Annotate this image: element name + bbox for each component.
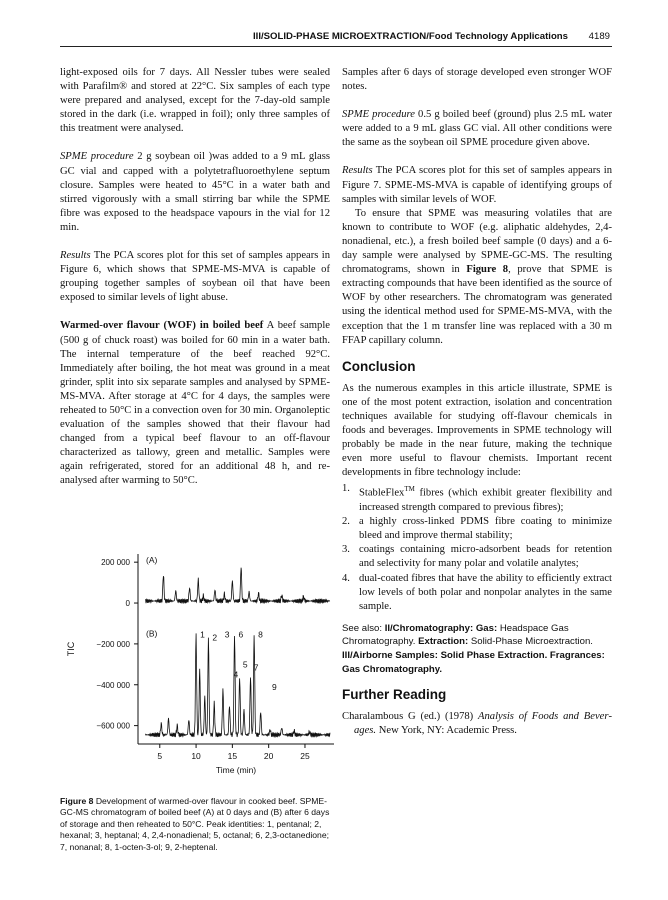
paragraph: Samples after 6 days of storage developed even stronger WOF notes. [342,67,612,93]
series-label: (B) [146,628,158,639]
series-label: (A) [146,555,158,566]
see-also-link[interactable]: II/Chromatography: Gas: [384,622,498,634]
reference-publisher: New York, NY: Academic Press. [376,725,517,737]
paragraph [342,207,612,348]
peak-label: 1 [200,629,205,640]
trademark-superscript: TM [404,485,415,494]
paragraph [60,319,330,488]
paragraph-text: , prove that SPME is extracting compounds that have been identified as the source of WOF by other researchers. The chromatogram was generated using the identical method used for SPME-MS-MVA, with the exception that the 1 m transfer line was replaced with a 30 m FFAP capillary column. [342,264,612,346]
paragraph: As the numerous examples in this article illustrate, SPME is one of the most potent extraction, isolation and concentration techniques available for studying off-flavour chemicals in foods and beverages. Improvements in SPME technology will probably be made in the near future, making the technique even more useful to flavour chemists. Important recent developments in fibre technology include: [342,382,612,479]
run-in-heading: Results [342,165,373,177]
list-number: 2. [342,516,350,528]
paragraph [60,249,330,305]
running-title: III/SOLID-PHASE MICROEXTRACTION/Food Technology Applications [253,31,568,42]
run-in-heading: SPME procedure [342,109,415,121]
peak-label: 9 [271,681,277,692]
right-column [342,66,612,738]
paragraph: light-exposed oils for 7 days. All Nessler tubes were sealed with Parafilm® and stored at 22°C. Six samples of each type were prepared and analysed, except for the 7-day-old sample stored in the dark (i.e. wrapped in foil); only three samples of this treatment were analysed. [60,67,330,135]
list-number: 3. [342,544,350,556]
conclusion-heading: Conclusion [342,358,416,374]
figure-reference[interactable]: Figure 8 [466,264,509,276]
run-in-heading: SPME procedure [60,151,134,163]
y-axis-label: TIC [66,641,76,657]
paragraph-text: The PCA scores plot for this set of samples appears in Figure 6, which shows that SPME-MS-MVA is capable of grouping together samples of soybean oil that have been exposed to similar levels of light abuse. [60,250,330,304]
run-in-heading: Results [60,250,91,262]
page-number: 4189 [588,31,610,42]
list-text: dual-coated fibres that have the ability to efficiently extract low levels of both polar and nonpolar analytes in the same sample. [359,572,612,612]
list-item [342,543,612,571]
see-also-link[interactable]: III/Airborne Samples: Solid Phase Extraction. Fragrances: Gas Chromatography. [342,650,605,675]
list-item [342,572,612,614]
figure-caption [60,796,332,853]
list-item [342,515,612,543]
development-list [342,482,612,613]
list-text: coatings containing micro-adsorbent beads for retention and selectivity for many polar and volatile analytes; [359,544,612,570]
further-reading-heading: Further Reading [342,687,447,703]
x-axis-label: Time (min) [215,765,257,775]
caption-text: Development of warmed-over flavour in cooked beef. SPME-GC-MS chromatogram of boiled beef (A) at 0 days and (B) after 6 days of storage and then reheated to 50°C. Peak identities: 1, pentanal; 2, hexanal; 3, heptanal; 4, 2,4-nonadienal; 5, octanal; 6, 2,3-octanedione; 7, nonanal; 8, 1-octen-3-ol; 9, 2-heptenal. [60,796,330,852]
page-header [60,26,612,47]
figure-label: Figure 8 [60,796,94,806]
peak-label: 2 [212,632,218,643]
see-also [342,622,612,676]
y-tick-label: 0 [125,599,130,609]
paragraph-text: A beef sample (500 g of chuck roast) was boiled for 60 min in a water bath. The internal temperature of the beef reached 92°C. Immediately after boiling, the hot meat was ground in a meat grinder, split into six separate samples and analysed by SPME-MS-MVA. After storage at 4°C for 4 days, the samples were reheated to 50°C in a convection oven for 30 min. Organoleptic evaluation of the samples showed that their flavour had changed from a typical beef flavour to an off-flavour characterized as tallowy, green and metallic. Samples were again refrigerated, stored for an additional 48 h, and re-analysed after warming to 50°C. [60,320,330,487]
paragraph [342,108,612,150]
list-text: a highly cross-linked PDMS fibre coating to minimize bleed and improve thermal stability; [359,516,612,542]
y-tick-label: −600 000 [96,721,130,731]
see-also-link[interactable]: Extraction: [418,636,469,648]
peak-label: 8 [258,629,263,640]
list-text: fibres (which exhibit greater flexibility and increased strength compared to previous fibres); [359,487,612,514]
y-tick-label: −200 000 [96,639,130,649]
trace-a [145,568,330,604]
paragraph-text: 2 g soybean oil )was added to a 9 mL glass GC vial and capped with a polytetrafluoroethylene septum closure. Samples were heated to 45°C in a water bath and stirred vigorously with a small stirring bar while the SPME fibre was exposed to the headspace vapours in the vial for 12 min. [60,151,331,233]
peak-label: 7 [253,662,259,673]
list-item [342,482,612,515]
peak-label: 5 [242,659,248,670]
x-tick-label: 15 [227,751,238,761]
see-also-link[interactable]: Solid-Phase Microextraction. [468,636,593,648]
list-number: 1. [342,483,350,495]
chromatogram-figure [62,548,344,788]
peak-label: 6 [238,629,244,640]
see-also-label: See also: [342,622,383,634]
x-tick-label: 20 [263,751,274,761]
trace-b [145,633,330,737]
x-tick-label: 10 [191,751,201,761]
run-in-heading: Warmed-over flavour (WOF) in boiled beef [60,320,264,332]
y-tick-label: 200 000 [101,558,130,568]
x-tick-label: 25 [300,751,310,761]
y-tick-label: −400 000 [96,680,130,690]
x-tick-label: 5 [157,751,163,761]
paragraph-text: To ensure that SPME was measuring volatiles that are known to contribute to WOF (e.g. aliphatic aldehydes, 2,4-nonadienal, etc.), a fresh boiled beef sample (0 days) and a 6-day sample were analysed by SPME-GC-MS. The resulting chromatograms, shown in [342,207,612,276]
reference-title: Analysis of Foods and Beverages. [354,711,613,737]
peak-label: 3 [224,629,230,640]
see-also-link[interactable]: Headspace Gas Chromatography. [342,622,569,648]
paragraph [60,150,330,235]
list-number: 4. [342,572,350,584]
list-text: StableFlex [359,487,405,499]
paragraph [342,164,612,206]
paragraph-text: 0.5 g boiled beef (ground) plus 2.5 mL water were added to a 9 mL glass GC vial. All other conditions were the same as the soybean oil SPME procedure given above. [342,109,612,149]
reference [342,710,612,738]
paragraph-text: The PCA scores plot for this set of samples appears in Figure 7. SPME-MS-MVA is capable of identifying groups of samples with similar levels of WOF. [342,165,612,205]
peak-label: 4 [233,669,239,680]
reference-author: Charalambous G (ed.) (1978) [342,711,479,723]
left-column [60,66,330,489]
